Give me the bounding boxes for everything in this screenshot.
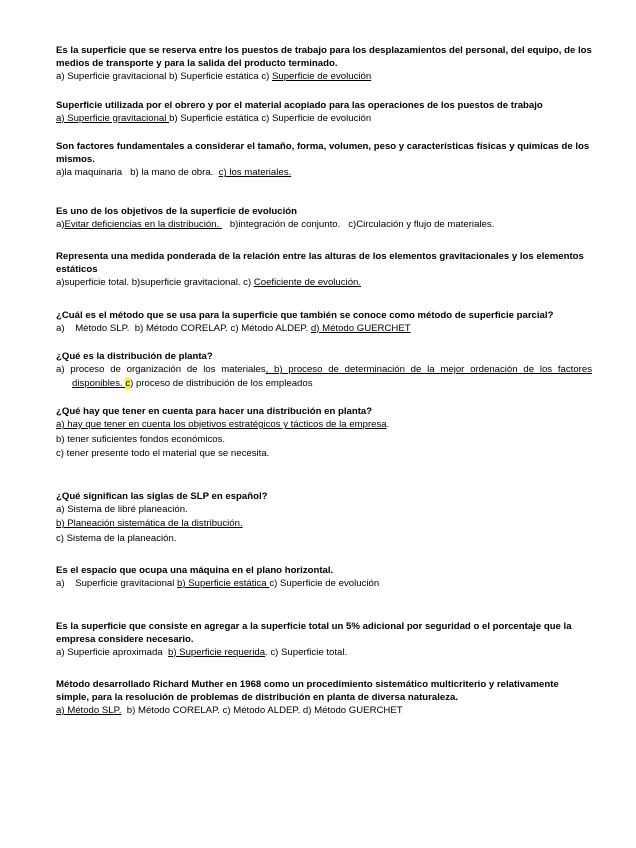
answer-option-a: a) hay que tener en cuenta los objetivos estratégicos y tácticos de la empresa. [56,419,390,430]
question-text: Superficie utilizada por el obrero y por el material acopiado para las operaciones de los puestos de trabajo [56,99,543,111]
correct-answer: c) los materiales. [218,167,292,178]
correct-answer: Evitar deficiencias en la distribución. [64,218,222,230]
correct-answer: , b) proceso de determinación de la mejor ordenación de los factores disponibles. [72,364,592,389]
question-8 [56,405,592,462]
answer-options: a)Evitar deficiencias en la distribución. b)integración de conjunto. c)Circulación y flujo de materiales. [56,218,495,230]
question-text: Representa una medida ponderada de la relación entre las alturas de los elementos gravitacionales y los elementos estáticos [56,251,584,275]
question-10 [56,564,592,592]
answer-options: a) Método SLP. b) Método CORELAP. c) Método ALDEP. d) Método GUERCHET [56,322,411,334]
answer-options: a) Método SLP. b) Método CORELAP. c) Método ALDEP. d) Método GUERCHET [56,705,403,716]
answer-option-b: b) tener suficientes fondos económicos. [56,433,226,445]
correct-answer: a) Superficie gravitacional [56,112,170,124]
question-7 [56,350,592,391]
question-2 [56,99,592,127]
question-text: Es uno de los objetivos de la superficie de evolución [56,205,297,217]
correct-answer: d) Método GUERCHET [310,322,411,334]
quiz-document [56,44,592,733]
highlight-mark: c [125,378,131,389]
answer-options: a)superficie total. b)superficie gravitacional. c) Coeficiente de evolución. [56,277,362,288]
question-text: Método desarrollado Richard Muther en 1968 como un procedimiento sistemático multicriterio y relativamente simple, para la resolución de problemas de distribución en planta de diversa naturaleza. [56,679,559,703]
question-text: Es la superficie que se reserva entre los puestos de trabajo para los desplazamientos del personal, del equipo, de los medios de transporte y para la salida del producto terminado. [56,45,592,69]
question-1 [56,44,592,85]
question-text: ¿Qué significan las siglas de SLP en español? [56,490,268,502]
correct-answer: Superficie de evolución [271,71,372,82]
answer-option-a: a) Sistema de libré planeación. [56,503,188,515]
question-5 [56,250,592,291]
answer-options: a) Superficie gravitacional b) Superficie estática c) Superficie de evolución [56,112,372,124]
answer-options: a) Superficie gravitacional b) Superficie estática c) Superficie de evolución [56,578,380,589]
question-4 [56,205,592,233]
question-text: Es el espacio que ocupa una máquina en el plano horizontal. [56,565,334,576]
answer-options: a)la maquinaria b) la mano de obra. c) los materiales. [56,167,292,178]
answer-option-c: c) tener presente todo el material que se necesita. [56,448,270,459]
question-11 [56,620,592,661]
correct-answer: b) Superficie requerida [167,646,266,658]
answer-options: a) Superficie aproximada b) Superficie requerida. c) Superficie total. [56,646,348,658]
question-3 [56,140,592,181]
answer-options: a) proceso de organización de los materiales, b) proceso de determinación de la mejor ordenación de los factores disponibles. c) proceso de distribución de los empleados [56,364,592,389]
correct-answer: a) hay que tener en cuenta los objetivos estratégicos y tácticos de la empresa [56,419,387,430]
question-12 [56,678,592,719]
correct-answer: a) Método SLP. [56,705,122,716]
question-text: ¿Qué hay que tener en cuenta para hacer una distribución en planta? [56,406,373,417]
question-text: Son factores fundamentales a considerar el tamaño, forma, volumen, peso y características físicas y químicas de los mismos. [56,141,590,165]
question-9 [56,490,592,547]
question-6 [56,309,592,337]
question-text: ¿Qué es la distribución de planta? [56,351,213,362]
correct-answer: b) Planeación sistemática de la distribución. [56,518,243,529]
answer-option-c: c) Sistema de la planeación. [56,532,177,544]
question-text: ¿Cuál es el método que se usa para la superficie que también se conoce como método de superficie parcial? [56,309,554,321]
correct-answer: Coeficiente de evolución. [253,277,362,288]
correct-answer: b) Superficie estática [177,578,270,589]
question-text: Es la superficie que consiste en agregar a la superficie total un 5% adicional por seguridad o el porcentaje que la empresa considere necesario. [56,620,572,645]
answer-options: a) Superficie gravitacional b) Superficie estática c) Superficie de evolución [56,71,372,82]
